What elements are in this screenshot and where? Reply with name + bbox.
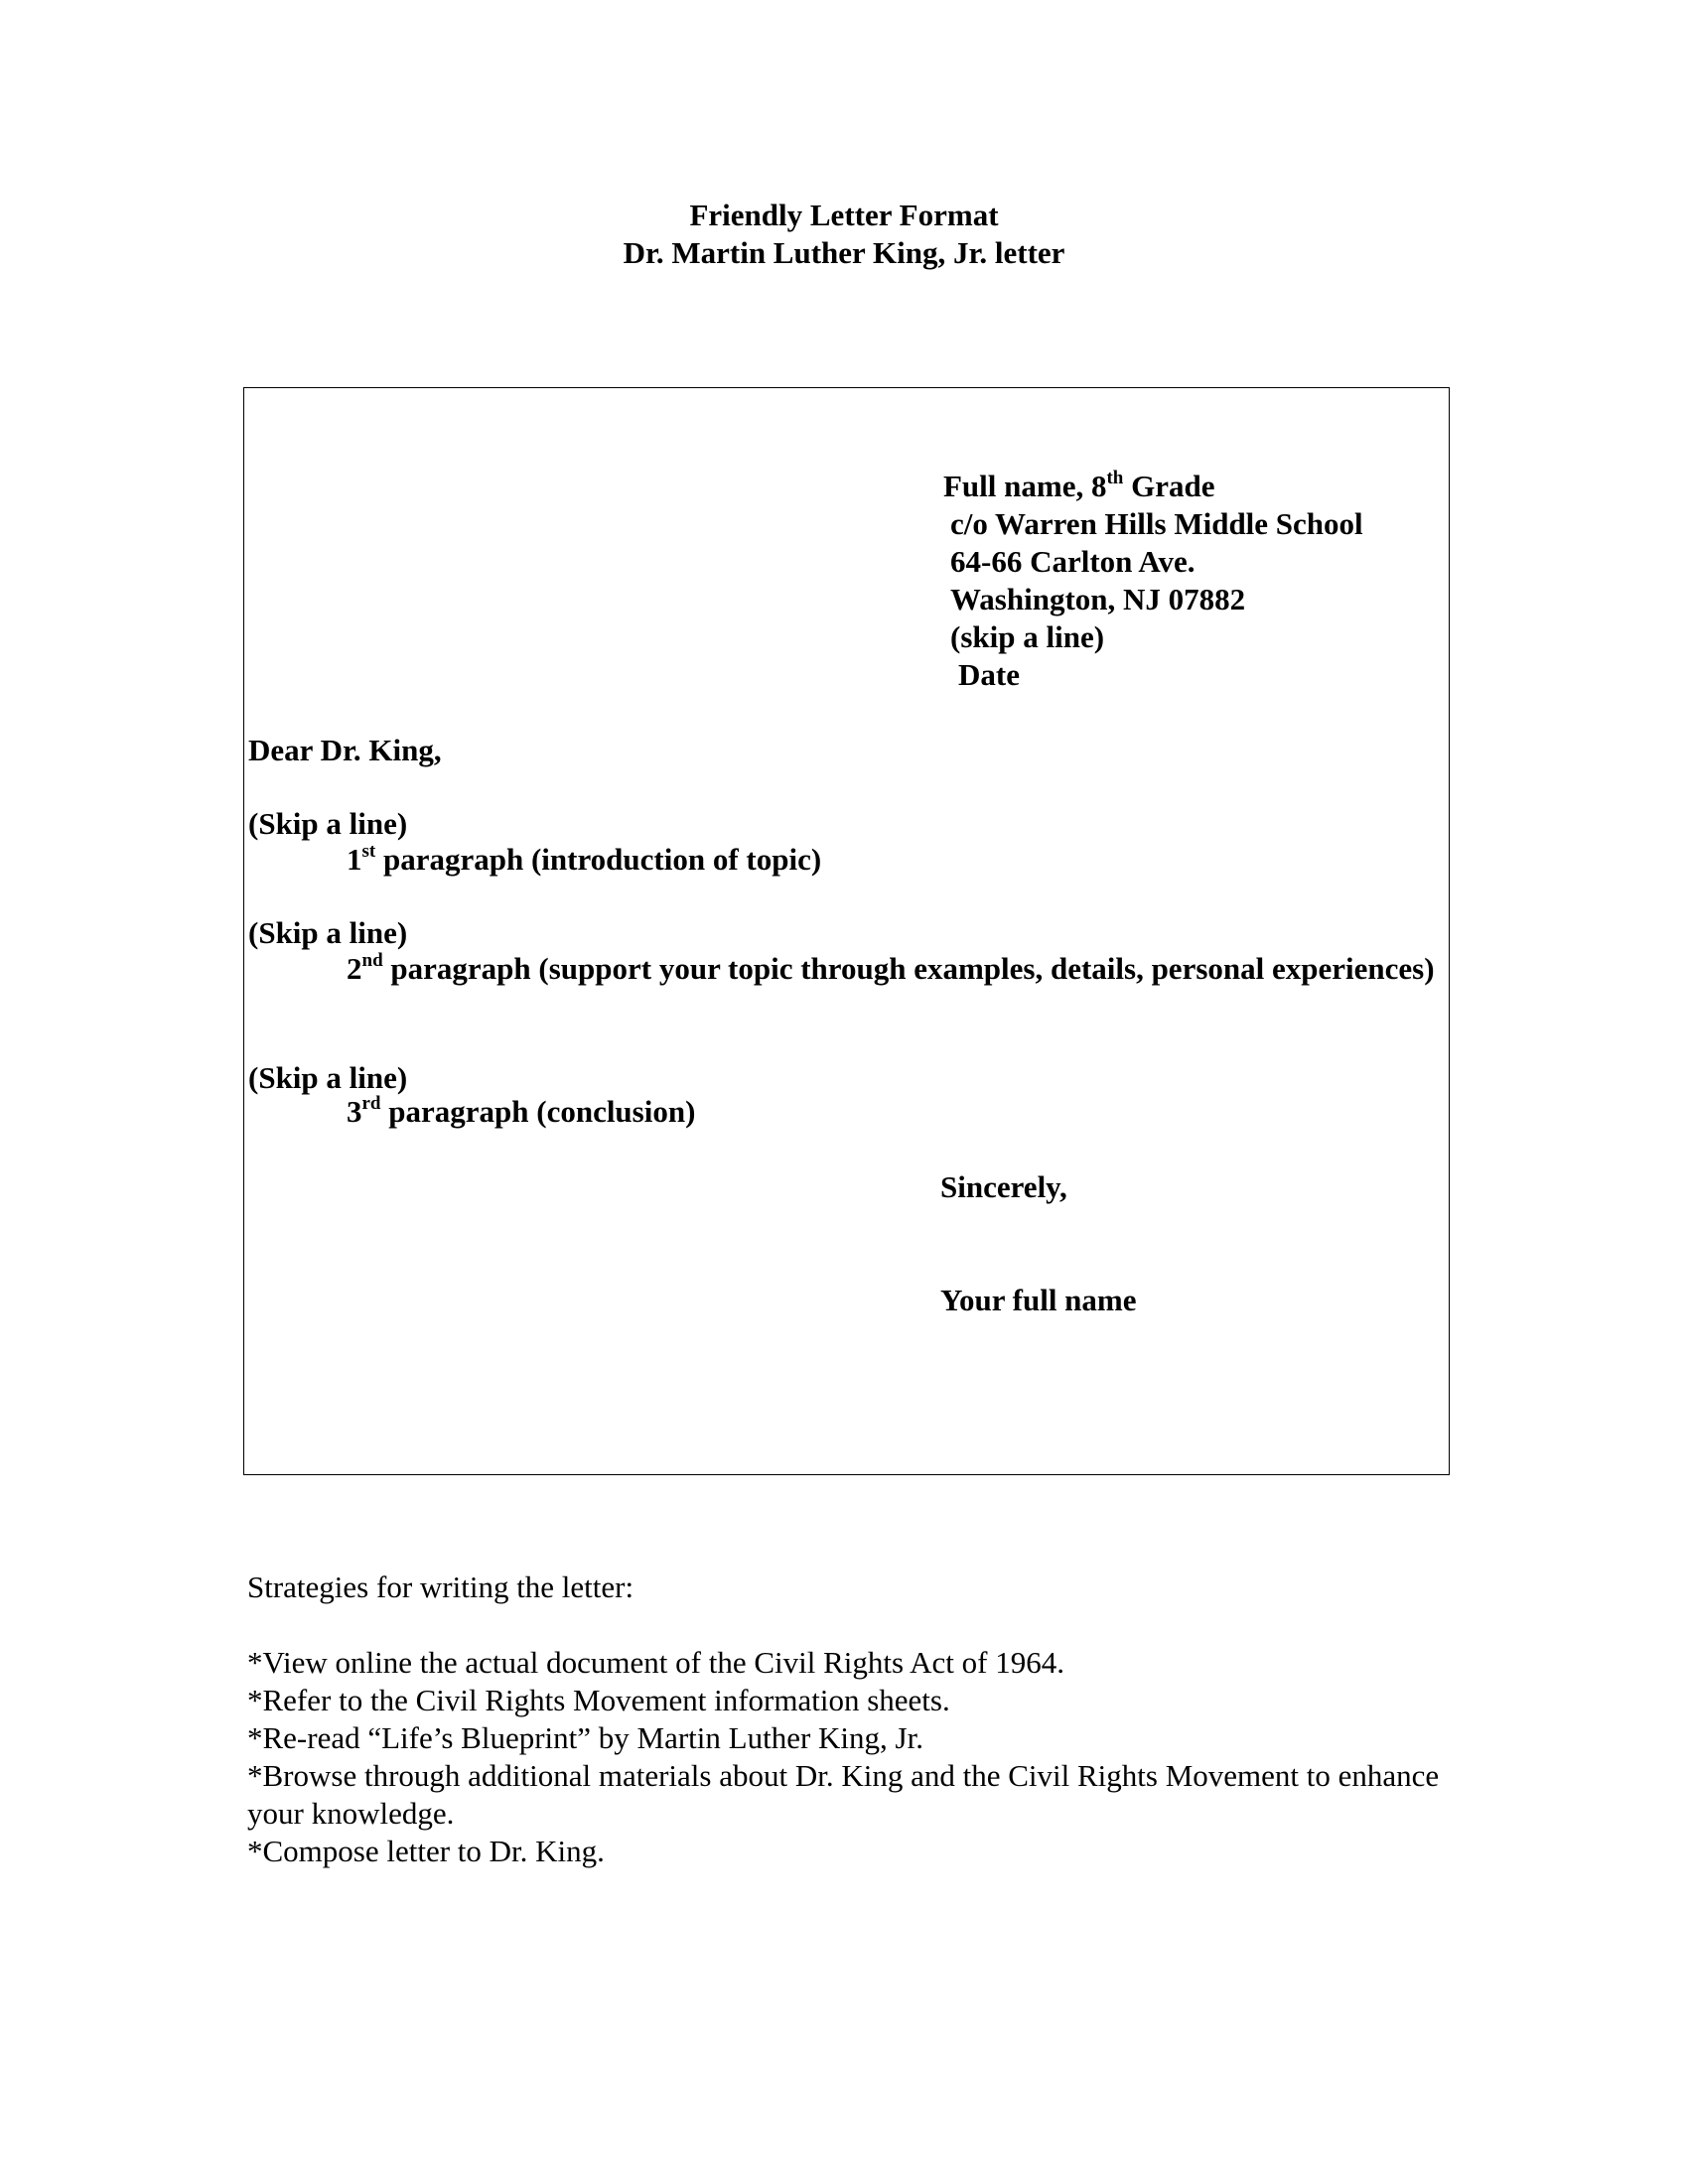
- strategies-heading: Strategies for writing the letter:: [247, 1570, 634, 1604]
- strategy-item: *Refer to the Civil Rights Movement information sheets.: [247, 1683, 950, 1717]
- strategies-spacer: [247, 1606, 1459, 1644]
- letter-template-box: [243, 387, 1450, 1475]
- document-header: [0, 197, 1688, 272]
- address-name-line: [943, 468, 1215, 505]
- address-date-line: Date: [958, 657, 1020, 692]
- document-subtitle: Dr. Martin Luther King, Jr. letter: [623, 235, 1065, 270]
- paragraph-1-superscript: st: [361, 840, 376, 862]
- address-name-suffix: Grade: [1123, 469, 1215, 503]
- paragraph-2-instruction: [248, 950, 1437, 988]
- paragraph-3-instruction: [347, 1093, 695, 1131]
- skip-line-1: (Skip a line): [248, 806, 408, 841]
- strategy-item: *Browse through additional materials about Dr. King and the Civil Rights Movement to enhance your knowledge.: [247, 1758, 1440, 1831]
- paragraph-1-text: paragraph (introduction of topic): [375, 842, 822, 877]
- paragraph-3-number: 3: [347, 1094, 362, 1129]
- strategy-item: *Re-read “Life’s Blueprint” by Martin Luther King, Jr.: [247, 1720, 923, 1755]
- address-street-line: 64-66 Carlton Ave.: [950, 544, 1196, 579]
- address-city-line: Washington, NJ 07882: [950, 582, 1246, 616]
- strategy-item: *Compose letter to Dr. King.: [247, 1834, 605, 1868]
- paragraph-1-number: 1: [347, 842, 362, 877]
- paragraph-2-superscript: nd: [361, 949, 383, 971]
- letter-closing: Sincerely,: [940, 1169, 1067, 1204]
- address-name-superscript: th: [1106, 467, 1124, 488]
- paragraph-2-text: paragraph (support your topic through examples, details, personal experiences): [382, 951, 1435, 986]
- document-title: Friendly Letter Format: [689, 198, 999, 232]
- strategy-item: *View online the actual document of the Civil Rights Act of 1964.: [247, 1645, 1064, 1680]
- skip-line-2: (Skip a line): [248, 915, 408, 950]
- skip-line-3: (Skip a line): [248, 1060, 408, 1095]
- address-skip-line: (skip a line): [950, 619, 1105, 654]
- paragraph-1-instruction: [347, 841, 821, 879]
- letter-signature: Your full name: [940, 1283, 1137, 1317]
- address-school-line: c/o Warren Hills Middle School: [950, 506, 1363, 541]
- address-name-prefix: Full name, 8: [943, 469, 1107, 503]
- paragraph-3-superscript: rd: [361, 1092, 381, 1114]
- strategies-section: [247, 1569, 1459, 1870]
- letter-greeting: Dear Dr. King,: [248, 733, 442, 767]
- paragraph-3-text: paragraph (conclusion): [380, 1094, 696, 1129]
- paragraph-2-number: 2: [347, 951, 362, 986]
